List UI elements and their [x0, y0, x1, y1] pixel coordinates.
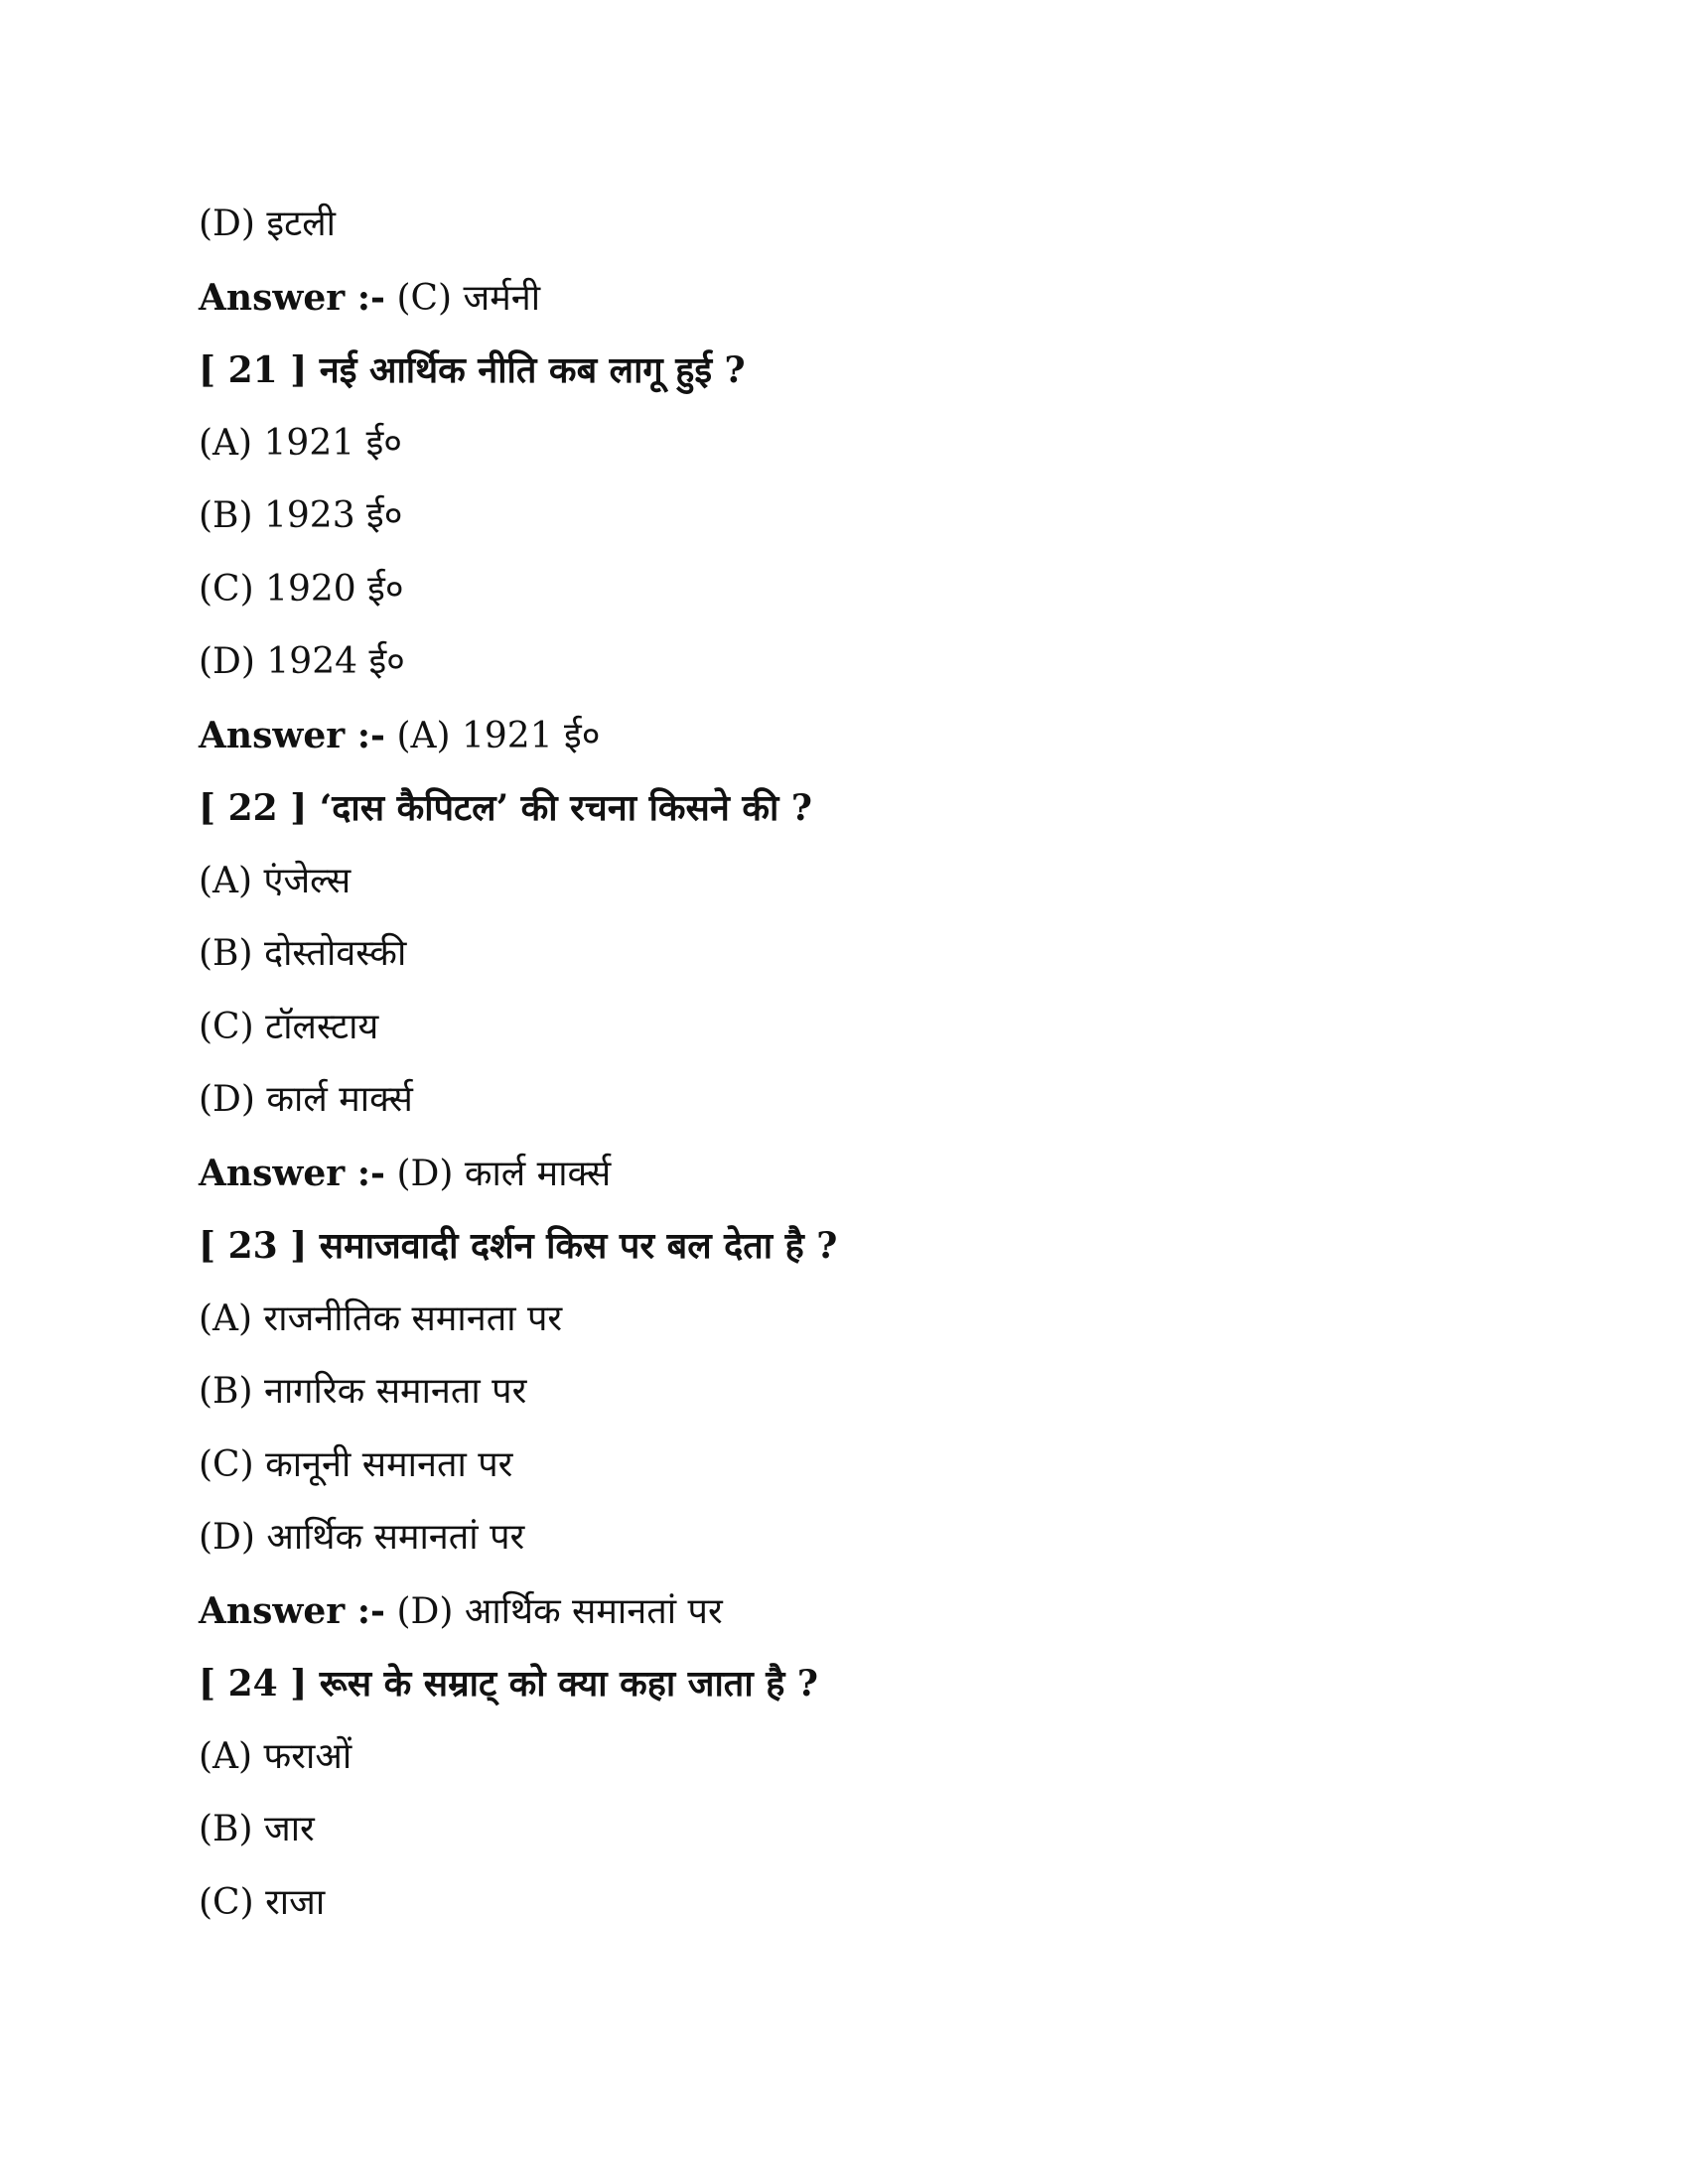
answer-label: Answer :-: [199, 714, 385, 756]
option-23-d: (D) आर्थिक समानतां पर: [199, 1517, 525, 1558]
option-22-d: (D) कार्ल मार्क्स: [199, 1079, 413, 1120]
answer-label: Answer :-: [199, 276, 385, 319]
option-24-c: (C) राजा: [199, 1881, 326, 1923]
answer-label: Answer :-: [199, 1589, 385, 1632]
option-21-a: (A) 1921 ई०: [199, 422, 402, 464]
option-22-b: (B) दोस्तोवस्की: [199, 933, 407, 974]
option-23-c: (C) कानूनी समानता पर: [199, 1443, 513, 1485]
answer-22: [199, 1144, 1489, 1217]
option-21-c: (C) 1920 ई०: [199, 568, 404, 610]
answer-value: (C) जर्मनी: [385, 277, 541, 319]
option-21-d: (D) 1924 ई०: [199, 641, 405, 682]
question-21-title: [ 21 ] नई आर्थिक नीति कब लागू हुई ?: [199, 349, 746, 391]
answer-21: [199, 706, 1489, 779]
option-20-d: (D) इटली: [199, 204, 336, 244]
answer-label: Answer :-: [199, 1152, 385, 1194]
option-21-b: (B) 1923 ई०: [199, 495, 403, 536]
option-24-a: (A) फराओं: [199, 1735, 352, 1777]
question-23-title: [ 23 ] समाजवादी दर्शन किस पर बल देता है ?: [199, 1225, 838, 1267]
answer-value: (D) आर्थिक समानतां पर: [385, 1590, 723, 1632]
option-24-b: (B) जार: [199, 1809, 315, 1849]
option-22-a: (A) एंजेल्स: [199, 860, 352, 901]
option-23-a: (A) राजनीतिक समानता पर: [199, 1297, 563, 1339]
answer-20: [199, 268, 1489, 341]
document-page: [199, 195, 1489, 1946]
question-22-title: [ 22 ] ‘दास कैपिटल’ की रचना किसने की ?: [199, 787, 812, 829]
option-22-c: (C) टॉलस्टाय: [199, 1006, 379, 1047]
question-24-title: [ 24 ] रूस के सम्राट् को क्या कहा जाता है ?: [199, 1663, 818, 1705]
answer-value: (A) 1921 ई०: [385, 715, 601, 756]
answer-23: [199, 1581, 1489, 1655]
answer-value: (D) कार्ल मार्क्स: [385, 1153, 612, 1194]
option-23-b: (B) नागरिक समानता पर: [199, 1371, 527, 1412]
